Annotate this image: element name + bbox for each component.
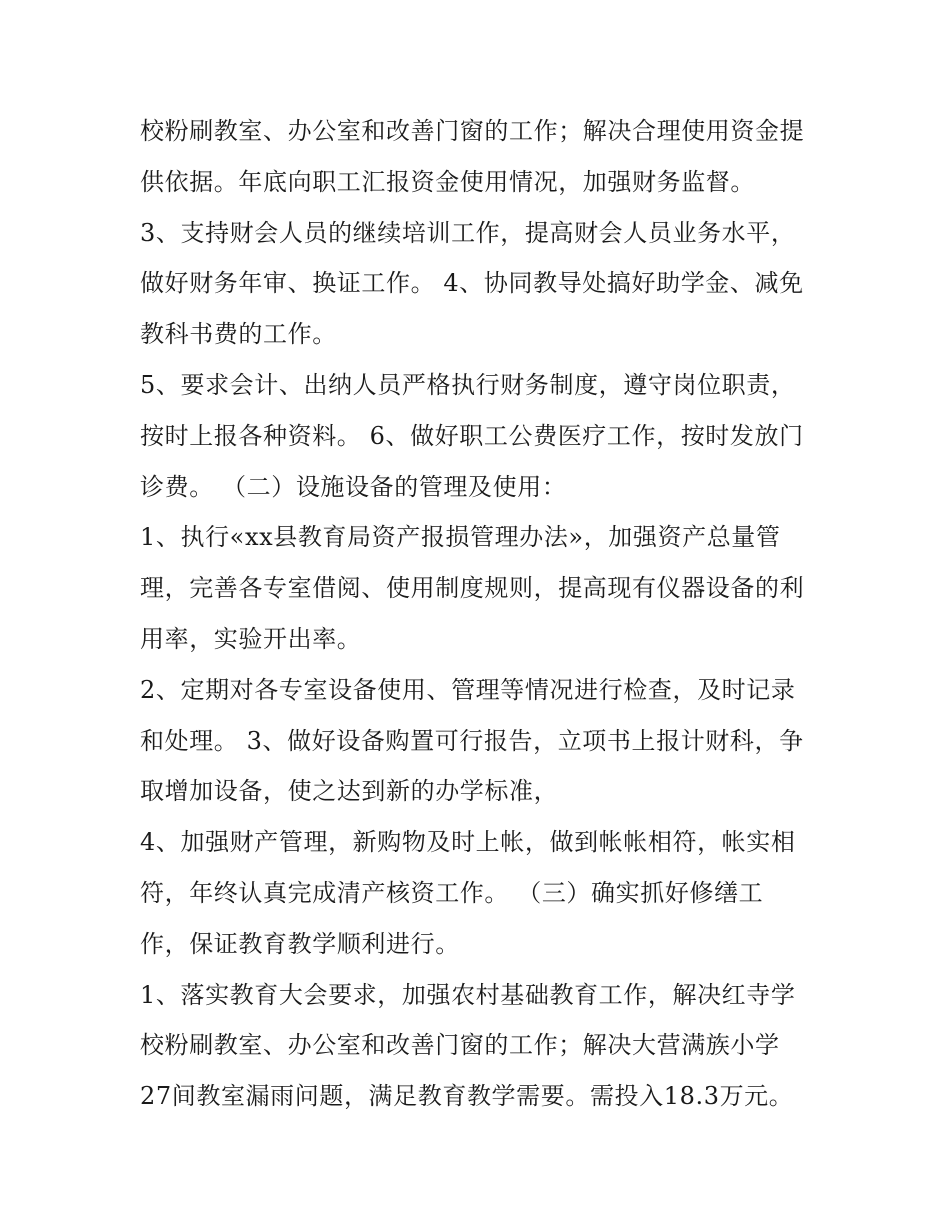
text-line: 用率，实验开出率。 bbox=[140, 624, 362, 653]
text-line: 1、执行«xx县教育局资产报损管理办法»，加强资产总量管 bbox=[140, 523, 781, 552]
text-line: 4、加强财产管理，新购物及时上帐，做到帐帐相符，帐实相 bbox=[140, 828, 796, 857]
text-line: 符，年终认真完成清产核资工作。 （三）确实抓好修缮工 bbox=[140, 878, 764, 907]
text-line: 按时上报各种资料。 6、做好职工公费医疗工作，按时发放门 bbox=[140, 421, 804, 450]
text-line: 供依据。年底向职工汇报资金使用情况，加强财务监督。 bbox=[140, 167, 755, 196]
text-line: 作，保证教育教学顺利进行。 bbox=[140, 929, 460, 958]
text-line: 5、要求会计、出纳人员严格执行财务制度，遵守岗位职责， bbox=[140, 370, 796, 399]
text-line: 1、落实教育大会要求，加强农村基础教育工作，解决红寺学 bbox=[140, 980, 796, 1009]
text-line: 理，完善各专室借阅、使用制度规则，提高现有仪器设备的利 bbox=[140, 574, 805, 603]
text-line: 和处理。 3、做好设备购置可行报告，立项书上报计财科，争 bbox=[140, 726, 804, 755]
body-text bbox=[140, 106, 840, 1122]
text-line: 校粉刷教室、办公室和改善门窗的工作；解决大营满族小学 bbox=[140, 1031, 780, 1060]
text-line: 诊费。 （二）设施设备的管理及使用： bbox=[140, 472, 567, 501]
text-line: 做好财务年审、换证工作。 4、协同教导处搞好助学金、减免 bbox=[140, 269, 804, 298]
text-line: 27间教室漏雨问题，满足教育教学需要。需投入18.3万元。 bbox=[140, 1082, 794, 1111]
text-line: 3、支持财会人员的继续培训工作，提高财会人员业务水平， bbox=[140, 218, 796, 247]
text-line: 取增加设备，使之达到新的办学标准， bbox=[140, 777, 559, 806]
text-line: 教科书费的工作。 bbox=[140, 320, 337, 349]
text-line: 2、定期对各专室设备使用、管理等情况进行检查，及时记录 bbox=[140, 675, 796, 704]
text-line: 校粉刷教室、办公室和改善门窗的工作；解决合理使用资金提 bbox=[140, 117, 805, 145]
